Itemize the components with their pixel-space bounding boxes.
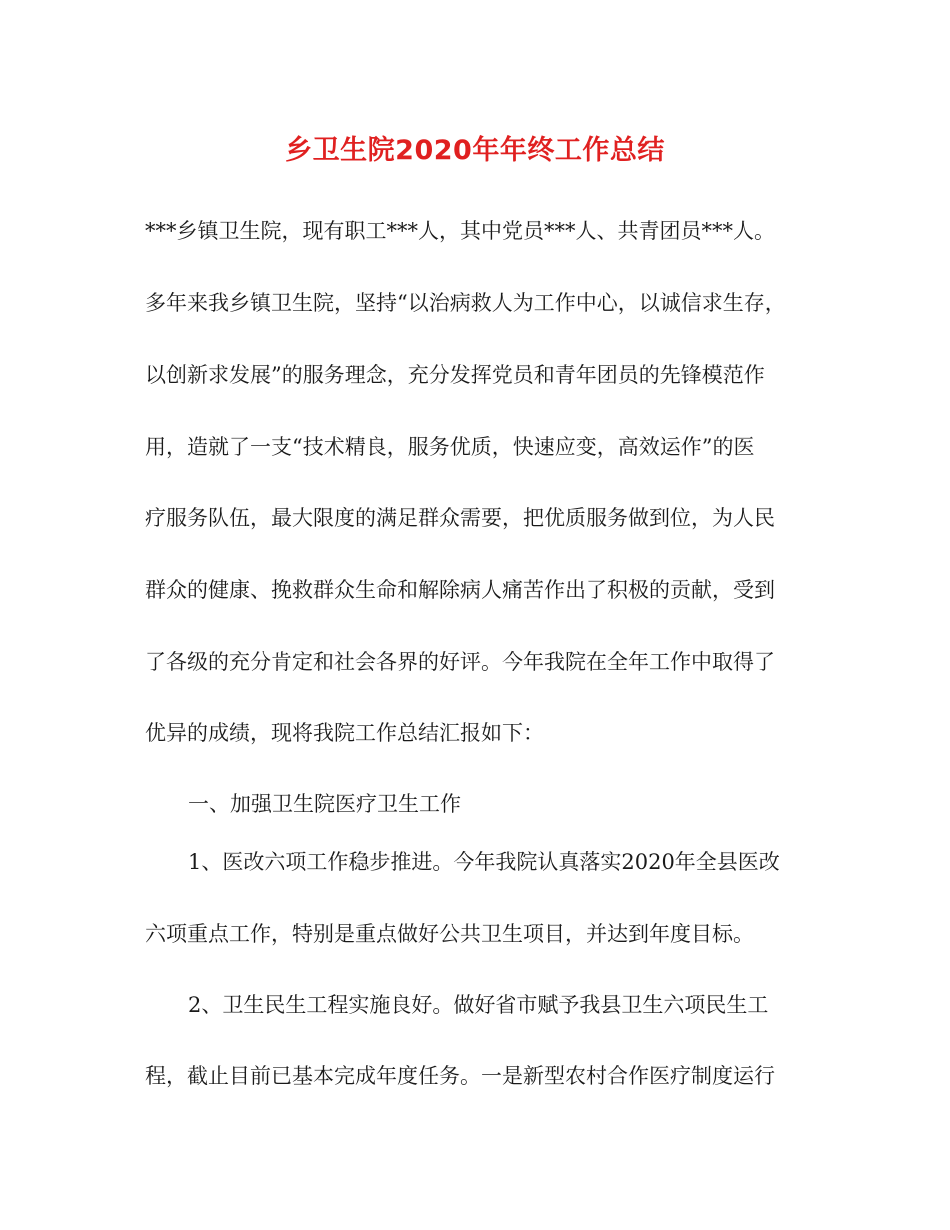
section-heading: 一、加强卫生院医疗卫生工作: [188, 792, 461, 816]
paragraph-line: ***乡镇卫生院，现有职工***人，其中党员***人、共青团员***人。: [145, 219, 775, 243]
paragraph-line: 了各级的充分肯定和社会各界的好评。今年我院在全年工作中取得了: [145, 650, 775, 674]
paragraph-line: 以创新求发展”的服务理念，充分发挥党员和青年团员的先锋模范作: [145, 363, 765, 387]
paragraph-line: 六项重点工作，特别是重点做好公共卫生项目，并达到年度目标。: [145, 922, 754, 946]
paragraph-line: 疗服务队伍，最大限度的满足群众需要，把优质服务做到位，为人民: [145, 506, 775, 530]
paragraph-line: 用，造就了一支“技术精良，服务优质，快速应变，高效运作”的医: [145, 435, 755, 459]
paragraph-line: 程，截止目前已基本完成年度任务。一是新型农村合作医疗制度运行: [145, 1064, 775, 1088]
paragraph-line: 2、卫生民生工程实施良好。做好省市赋予我县卫生六项民生工: [188, 993, 769, 1017]
paragraph-line: 群众的健康、挽救群众生命和解除病人痛苦作出了积极的贡献，受到: [145, 578, 775, 602]
paragraph-line: 优异的成绩，现将我院工作总结汇报如下：: [145, 721, 544, 745]
document-title: 乡卫生院2020年年终工作总结: [285, 135, 665, 166]
paragraph-line: 1、医改六项工作稳步推进。今年我院认真落实2020年全县医改: [188, 850, 780, 874]
paragraph-line: 多年来我乡镇卫生院，坚持“以治病救人为工作中心，以诚信求生存，: [145, 291, 786, 315]
